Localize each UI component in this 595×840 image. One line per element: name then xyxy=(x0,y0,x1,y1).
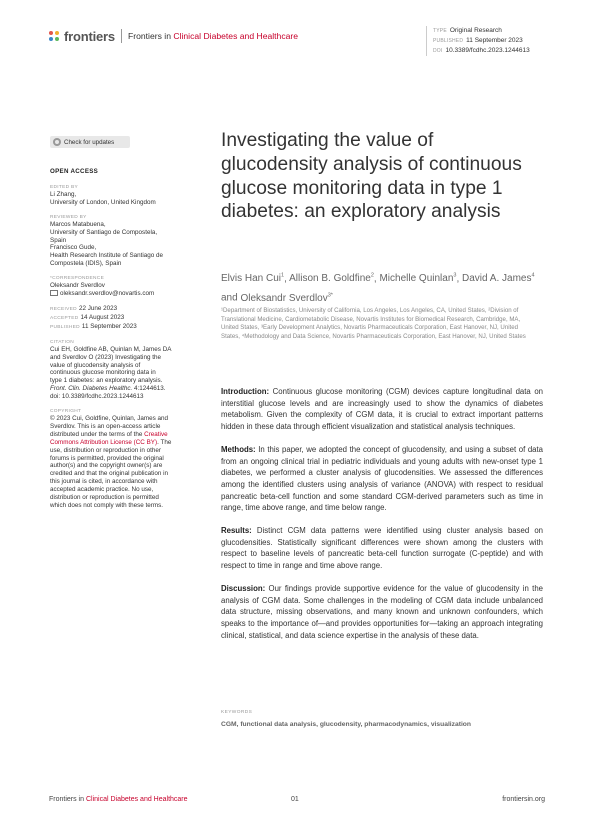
author-affiliation-mark: 4 xyxy=(531,273,535,279)
author[interactable] xyxy=(221,273,284,284)
dates xyxy=(50,305,185,332)
correspondence-email-row[interactable] xyxy=(50,290,185,298)
copyright-line xyxy=(50,431,185,439)
author-affiliation-mark: 3* xyxy=(327,292,333,299)
logo-text: frontiers xyxy=(64,29,115,44)
citation-label: CITATION xyxy=(50,339,75,345)
license-link[interactable]: Creative xyxy=(144,430,168,438)
reviewed-by xyxy=(50,214,185,268)
copyright-line: Sverdlov. This is an open-access article xyxy=(50,422,161,430)
reviewer-line: Compostela (IDIS), Spain xyxy=(50,260,122,268)
abstract-heading: Introduction: xyxy=(221,387,270,396)
author-name: Oleksandr Sverdlov xyxy=(240,292,328,304)
journal-title: Clinical Diabetes and Healthcare xyxy=(173,31,299,41)
copyright-line: distribution or reproduction is permitted xyxy=(50,494,159,502)
reviewer-line: University of Santiago de Compostela, xyxy=(50,228,158,236)
author-list: Elvis Han Cui$^1$, Allison B. Goldfine$^2$, Michelle Quinlan$^3$, David A. James$^4$ and Oleksandr Sverdlov$^{3*}$ xyxy=(221,273,535,304)
received-date: 22 June 2023 xyxy=(78,304,118,312)
reviewer-line: Spain xyxy=(50,236,67,244)
author-affiliation-mark: 2 xyxy=(370,273,374,279)
citation-doi[interactable]: doi: 10.3389/fcdhc.2023.1244613 xyxy=(50,393,144,401)
sidebar xyxy=(50,168,185,517)
copyright-line xyxy=(50,439,185,447)
edited-by xyxy=(50,184,185,207)
footer-prefix: Frontiers in xyxy=(49,796,86,803)
published-value: 11 September 2023 xyxy=(466,37,523,44)
page-number: 01 xyxy=(291,796,299,803)
citation-line: value of glucodensity analysis of xyxy=(50,361,141,369)
keywords: CGM, functional data analysis, glucodensity, pharmacodynamics, visualization xyxy=(221,721,471,728)
open-access-label: OPEN ACCESS xyxy=(50,168,99,175)
author[interactable] xyxy=(289,273,374,284)
reviewer-line: Marcos Matabuena, xyxy=(50,220,106,228)
published-date: 11 September 2023 xyxy=(81,322,137,330)
doi-label: DOI xyxy=(433,48,443,54)
reviewer-line: Francisco Gude, xyxy=(50,244,97,252)
citation-journal-line xyxy=(50,385,185,393)
correspondence-email[interactable]: oleksandr.sverdlov@novartis.com xyxy=(60,290,155,298)
type-value: Original Research xyxy=(449,27,502,34)
keywords-label: KEYWORDS xyxy=(221,710,253,715)
affiliations: ¹Department of Biostatistics, University of California, Los Angeles, Los Angeles, CA, United States, ²Division of Translational Medicine, Cardiometabolic Disease, Novartis Institutes for Biomedical Research, Cambridge, MA, United States, ³Early Development Analytics, Novartis Pharmaceuticals Corporation, East Hanover, NJ, United States, ⁴Methodology and Data Science, Novartis Pharmaceuticals Corporation, East Hanover, NJ, United States xyxy=(221,307,526,341)
citation xyxy=(50,339,185,401)
copyright-line: which does not comply with these terms. xyxy=(50,502,164,509)
author-name: Elvis Han Cui xyxy=(221,273,282,285)
abstract-text: In this paper, we adopted the concept of glucodensity, and using a subset of data from an ongoing clinical trial in pediatric individuals and young adults with new-onset type 1 diabetes, we performed a cluster analysis of glucodensities. We assessed the differences among the identified clusters using analysis of variance (ANOVA) with respect to residual pancreatic beta-cell function and some standard CGM-derived parameters such as time in range, time above range, and time below range. xyxy=(221,444,543,513)
article-title: Investigating the value of glucodensity analysis of continuous glucose monitoring data in type 1 diabetes: an exploratory analysis xyxy=(221,130,522,223)
citation-line: type 1 diabetes: an exploratory analysis. xyxy=(50,377,163,385)
copyright-line: © 2023 Cui, Goldfine, Quinlan, James and xyxy=(50,415,169,423)
abstract-discussion xyxy=(221,583,543,642)
citation-volume: 4:1244613. xyxy=(132,385,166,393)
copyright-label: COPYRIGHT xyxy=(50,409,82,415)
author-affiliation-mark: 3 xyxy=(453,273,457,279)
correspondence xyxy=(50,275,185,298)
citation-line: Cui EH, Goldfine AB, Quinlan M, James DA xyxy=(50,345,172,353)
author-name: Allison B. Goldfine xyxy=(289,273,371,285)
abstract xyxy=(221,386,543,652)
abstract-text: Distinct CGM data patterns were identified using cluster analysis based on glucodensities. Statistically significant differences were shown among the clusters with respect to baseline levels of pancreatic beta-cell function surrogate (C-peptide) and with respect to time in range and time above range. xyxy=(221,526,543,571)
author[interactable] xyxy=(240,293,332,304)
copyright-line: author(s) and the copyright owner(s) are xyxy=(50,462,163,470)
author[interactable] xyxy=(462,273,535,284)
header-divider xyxy=(121,29,122,43)
citation-line: continuous glucose monitoring data in xyxy=(50,369,156,377)
copyright-line: credited and that the original publication in xyxy=(50,470,168,478)
abstract-heading: Results: xyxy=(221,526,252,536)
copyright-text: . The xyxy=(157,438,172,446)
mail-icon xyxy=(50,290,58,296)
abstract-results xyxy=(221,525,543,572)
frontiers-logo-icon xyxy=(49,31,60,42)
check-updates-label: Check for updates xyxy=(64,138,115,146)
citation-journal: Front. Clin. Diabetes Healthc. xyxy=(50,385,133,393)
edited-by-label: EDITED BY xyxy=(50,184,79,190)
correspondence-label: *CORRESPONDENCE xyxy=(50,276,105,282)
author-affiliation-mark: 1 xyxy=(281,273,285,279)
copyright-line: accepted academic practice. No use, xyxy=(50,486,154,494)
abstract-text: Our findings provide supportive evidence for the value of glucodensity in the analysis of CGM data. Some challenges in the modeling of CGM data include unbalanced data structure, missing observations, and many known and unknown confounders, which speaks to the importance of—and provides opportunities for—taking an approach integrating clinical, statistical, and data science expertise in the analysis of these data. xyxy=(221,583,543,640)
footer-site-link[interactable]: frontiersin.org xyxy=(502,796,545,803)
type-label: TYPE xyxy=(433,28,447,34)
footer-journal-name: Clinical Diabetes and Healthcare xyxy=(85,796,188,803)
copyright-text: distributed under the terms of the xyxy=(50,430,145,438)
author-name: David A. James xyxy=(462,273,532,285)
abstract-introduction xyxy=(221,386,543,433)
correspondence-name: Oleksandr Sverdlov xyxy=(50,282,105,290)
copyright-line: this journal is cited, in accordance with xyxy=(50,478,158,486)
frontiers-logo[interactable] xyxy=(49,29,115,44)
abstract-methods xyxy=(221,444,543,514)
footer-journal[interactable] xyxy=(49,796,188,803)
update-icon xyxy=(53,138,61,146)
citation-line: and Sverdlov O (2023) Investigating the xyxy=(50,353,161,361)
abstract-heading: Discussion: xyxy=(221,583,266,593)
copyright-line: use, distribution or reproduction in other xyxy=(50,446,161,454)
accepted-label: ACCEPTED xyxy=(50,315,79,321)
accepted-date: 14 August 2023 xyxy=(80,313,125,321)
check-for-updates-button[interactable] xyxy=(50,136,130,148)
abstract-text: Continuous glucose monitoring (CGM) devices capture longitudinal data on interstitial glucose levels and are increasingly used to show the dynamics of diabetes metabolism. Given the complexity of CGM data, it is crucial to extract important patterns hidden in these data through efficient visualization and statistical analysis techniques. xyxy=(221,387,543,432)
article-meta xyxy=(426,26,530,56)
received-label: RECEIVED xyxy=(50,306,77,312)
journal-name[interactable] xyxy=(128,31,298,41)
doi-link[interactable]: 10.3389/fcdhc.2023.1244613 xyxy=(445,47,530,54)
editor-name: Li Zhang, xyxy=(50,190,77,198)
published-label: PUBLISHED xyxy=(50,324,80,330)
abstract-heading: Methods: xyxy=(221,444,256,454)
journal-prefix: Frontiers in xyxy=(128,31,174,41)
author[interactable] xyxy=(379,273,456,284)
reviewed-by-label: REVIEWED BY xyxy=(50,214,87,220)
editor-affiliation: University of London, United Kingdom xyxy=(50,198,156,206)
reviewer-line: Health Research Institute of Santiago de xyxy=(50,252,164,260)
author-name: Michelle Quinlan xyxy=(379,273,454,285)
copyright-line: forums is permitted, provided the original xyxy=(50,454,164,462)
published-label: PUBLISHED xyxy=(433,38,464,44)
copyright xyxy=(50,408,185,510)
license-link[interactable]: Commons Attribution License (CC BY) xyxy=(50,438,158,446)
